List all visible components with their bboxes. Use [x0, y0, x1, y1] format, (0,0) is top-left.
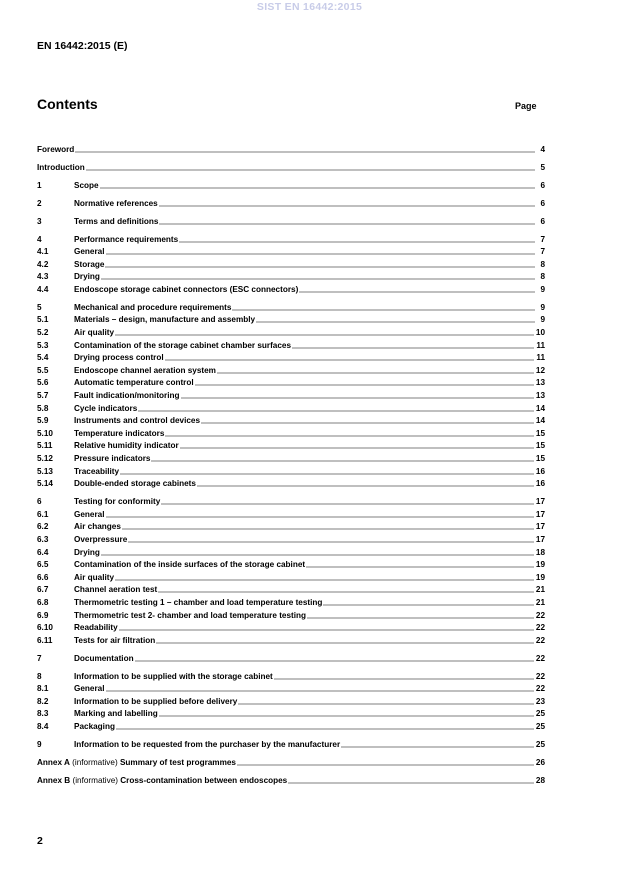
toc-entry-page: 5	[540, 162, 545, 172]
toc-entry[interactable]	[37, 388, 545, 401]
toc-entry-page: 22	[535, 684, 545, 694]
toc-entry-page: 17	[535, 497, 545, 507]
toc-entry-number: 6.10	[37, 623, 53, 633]
toc-entry-title: Relative humidity indicator	[74, 441, 179, 451]
toc-entry[interactable]	[37, 376, 545, 389]
toc-entry-number: 6.8	[37, 597, 49, 607]
toc-entry-page: 6	[540, 180, 545, 190]
dot-leader	[105, 260, 535, 268]
toc-entry[interactable]	[37, 570, 545, 583]
toc-entry[interactable]	[37, 495, 545, 508]
toc-entry[interactable]	[37, 608, 545, 621]
toc-entry-number: 5.11	[37, 441, 53, 451]
toc-entry-page: 14	[535, 403, 545, 413]
dot-leader	[238, 697, 534, 705]
dot-leader	[159, 217, 535, 225]
toc-entry-page: 21	[535, 597, 545, 607]
annex-note: (informative)	[69, 758, 120, 768]
toc-entry-title: Automatic temperature control	[74, 378, 194, 388]
toc-entry[interactable]	[37, 583, 545, 596]
annex-label: Annex A	[37, 758, 70, 768]
dot-leader	[138, 404, 534, 412]
toc-entry-number: 6.7	[37, 585, 49, 595]
toc-entry[interactable]	[37, 694, 545, 707]
toc-entry[interactable]	[37, 142, 545, 155]
toc-entry-title: Foreword	[37, 144, 75, 154]
table-of-contents	[37, 142, 545, 786]
toc-entry[interactable]	[37, 707, 545, 720]
dot-leader	[197, 479, 534, 487]
toc-entry[interactable]	[37, 363, 545, 376]
toc-entry-title: Air changes	[74, 522, 121, 532]
toc-entry-page: 17	[535, 522, 545, 532]
toc-entry-title: Pressure indicators	[74, 454, 151, 463]
toc-entry-page: 15	[535, 428, 545, 438]
annex-note: (informative)	[70, 776, 121, 785]
toc-entry-number: 5.6	[37, 378, 49, 388]
toc-entry-number: 9	[37, 740, 42, 750]
toc-entry-title: Traceability	[74, 466, 120, 476]
toc-entry[interactable]	[37, 451, 545, 464]
toc-entry[interactable]	[37, 232, 545, 245]
toc-entry-number: 6.6	[37, 572, 49, 582]
toc-entry-page: 7	[540, 247, 545, 257]
toc-entry-number: 5.9	[37, 416, 49, 426]
toc-entry[interactable]	[37, 558, 545, 571]
toc-entry-number: 8.3	[37, 709, 49, 719]
toc-entry-page: 21	[535, 585, 545, 595]
toc-entry-title: Terms and definitions	[74, 216, 159, 226]
toc-entry-title: Performance requirements	[74, 234, 179, 244]
toc-entry-title: Scope	[74, 180, 99, 190]
toc-entry-page: 6	[540, 216, 545, 226]
toc-entry-page: 13	[535, 378, 545, 388]
dot-leader	[274, 672, 534, 680]
toc-entry-page: 26	[535, 758, 545, 768]
dot-leader	[237, 758, 534, 766]
toc-entry-page: 11	[536, 340, 545, 350]
toc-entry[interactable]	[37, 313, 545, 326]
toc-entry-page: 28	[535, 776, 545, 785]
toc-entry-page: 11	[536, 353, 545, 363]
toc-entry-page: 4	[540, 144, 545, 154]
dot-leader	[165, 353, 535, 361]
toc-entry-number: 6.2	[37, 522, 49, 532]
toc-entry-title: Information to be supplied with the storage cabinet	[74, 671, 273, 681]
watermark: SIST EN 16442:2015	[256, 1, 363, 13]
toc-entry[interactable]	[37, 755, 545, 768]
toc-entry-page: 17	[535, 509, 545, 519]
toc-entry-title: Tests for air filtration	[74, 635, 156, 645]
toc-entry-title: Mechanical and procedure requirements	[74, 302, 232, 312]
toc-entry-title: Drying	[74, 272, 100, 282]
toc-entry-number: 1	[37, 180, 42, 190]
toc-entry-title: Fault indication/monitoring	[74, 391, 180, 401]
toc-entry-page: 9	[540, 315, 545, 325]
toc-entry-title: Endoscope storage cabinet connectors (ESC connectors)	[74, 284, 299, 294]
toc-entry-title: Materials – design, manufacture and assembly	[74, 315, 256, 325]
toc-entry-page: 13	[535, 391, 545, 401]
dot-leader	[341, 740, 534, 748]
toc-entry[interactable]	[37, 178, 545, 191]
dot-leader	[86, 163, 535, 171]
toc-entry-title: Instruments and control devices	[74, 416, 201, 426]
toc-entry-title: Marking and labelling	[74, 709, 158, 719]
toc-entry[interactable]	[37, 633, 545, 646]
toc-entry-title	[37, 776, 287, 786]
toc-entry-title: Contamination of the inside surfaces of the storage cabinet	[74, 560, 306, 570]
toc-entry-number: 4	[37, 234, 42, 244]
toc-entry-page: 25	[535, 722, 545, 732]
dot-leader	[299, 285, 535, 293]
toc-entry-number: 5.10	[37, 428, 53, 438]
toc-entry-title: Endoscope channel aeration system	[74, 365, 216, 375]
toc-entry-number: 8.1	[37, 684, 49, 694]
toc-entry-page: 6	[540, 198, 545, 208]
toc-entry[interactable]	[37, 426, 545, 439]
toc-entry[interactable]	[37, 196, 545, 209]
dot-leader	[323, 598, 533, 606]
toc-entry-page: 17	[535, 534, 545, 544]
dot-leader	[128, 535, 534, 543]
dot-leader	[161, 497, 534, 505]
toc-entry-title: Temperature indicators	[74, 428, 165, 438]
toc-entry-page: 7	[540, 234, 545, 244]
toc-entry-title: General	[74, 247, 105, 257]
dot-leader	[120, 467, 534, 475]
dot-leader	[106, 247, 536, 255]
dot-leader	[135, 654, 534, 662]
toc-entry[interactable]	[37, 439, 545, 452]
toc-entry-number: 8	[37, 671, 42, 681]
toc-entry-number: 3	[37, 216, 42, 226]
toc-entry-page: 18	[535, 547, 545, 557]
dot-leader	[159, 199, 535, 207]
toc-entry-number: 6.11	[37, 635, 53, 645]
document-id: EN 16442:2015 (E)	[37, 40, 128, 52]
toc-entry-number: 8.4	[37, 722, 49, 732]
toc-entry-page: 16	[535, 466, 545, 476]
page-column-label: Page	[515, 101, 537, 111]
toc-entry[interactable]	[37, 477, 545, 490]
toc-entry-number: 5.8	[37, 403, 49, 413]
toc-entry[interactable]	[37, 669, 545, 682]
toc-entry-title: Air quality	[74, 572, 115, 582]
dot-leader	[106, 684, 534, 692]
toc-entry-page: 19	[535, 560, 545, 570]
dot-leader	[195, 378, 534, 386]
dot-leader	[307, 611, 534, 619]
toc-entry-number: 5.13	[37, 466, 53, 476]
dot-leader	[181, 391, 534, 399]
toc-entry-number: 8.2	[37, 696, 49, 706]
toc-entry[interactable]	[37, 245, 545, 258]
toc-entry-title: Cycle indicators	[74, 403, 138, 413]
toc-entry-page: 10	[535, 328, 545, 338]
toc-entry[interactable]	[37, 737, 545, 750]
toc-entry[interactable]	[37, 325, 545, 338]
page-number: 2	[37, 835, 43, 847]
toc-entry-number: 5.3	[37, 340, 49, 350]
dot-leader	[158, 585, 534, 593]
toc-entry-title: Air quality	[74, 328, 115, 338]
toc-entry-page: 25	[535, 740, 545, 750]
annex-title: Summary of test programmes	[119, 758, 236, 768]
toc-entry-number: 5.7	[37, 391, 49, 401]
toc-entry-page: 9	[540, 284, 545, 294]
toc-entry-page: 8	[540, 272, 545, 282]
toc-entry-title: General	[74, 684, 105, 694]
dot-leader	[288, 776, 534, 784]
toc-entry[interactable]	[37, 464, 545, 477]
toc-entry-number: 5.5	[37, 365, 49, 375]
dot-leader	[180, 441, 534, 449]
toc-entry[interactable]	[37, 214, 545, 227]
dot-leader	[122, 522, 534, 530]
toc-entry-page: 25	[535, 709, 545, 719]
toc-entry-title: Packaging	[74, 722, 115, 732]
dot-leader	[179, 235, 535, 243]
toc-entry-page: 23	[535, 696, 545, 706]
toc-entry-number: 5.1	[37, 315, 49, 325]
dot-leader	[165, 429, 534, 437]
toc-entry[interactable]	[37, 351, 545, 364]
toc-entry-page: 22	[535, 653, 545, 663]
dot-leader	[119, 623, 534, 631]
toc-entry-title	[37, 758, 236, 768]
toc-entry[interactable]	[37, 414, 545, 427]
toc-entry[interactable]	[37, 338, 545, 351]
toc-entry-number: 4.1	[37, 247, 49, 257]
toc-entry-page: 22	[535, 635, 545, 645]
toc-entry-number: 6.3	[37, 534, 49, 544]
toc-entry-title: Channel aeration test	[74, 585, 158, 595]
toc-entry-title: Overpressure	[74, 534, 128, 544]
toc-entry-title: Drying process control	[74, 353, 164, 363]
dot-leader	[217, 366, 534, 374]
dot-leader	[116, 722, 534, 730]
dot-leader	[201, 416, 534, 424]
toc-entry-page: 22	[535, 671, 545, 681]
dot-leader	[151, 454, 533, 462]
toc-entry-number: 5.14	[37, 479, 53, 489]
toc-entry[interactable]	[37, 300, 545, 313]
dot-leader	[101, 272, 535, 280]
toc-entry[interactable]	[37, 282, 545, 295]
toc-entry-number: 6.9	[37, 610, 49, 620]
toc-entry-page: 9	[540, 302, 545, 312]
toc-entry-page: 15	[535, 441, 545, 451]
toc-entry-number: 5.2	[37, 328, 49, 338]
toc-entry-title: General	[74, 509, 105, 519]
dot-leader	[115, 573, 534, 581]
toc-entry-page: 19	[535, 572, 545, 582]
toc-entry-number: 2	[37, 198, 42, 208]
toc-entry[interactable]	[37, 257, 545, 270]
toc-entry-title: Thermometric testing 1 – chamber and load temperature testing	[74, 597, 323, 607]
toc-entry-title: Storage	[74, 259, 105, 269]
toc-entry-title: Contamination of the storage cabinet chamber surfaces	[74, 340, 292, 350]
annex-label: Annex B	[37, 776, 71, 785]
toc-entry[interactable]	[37, 270, 545, 283]
toc-entry-title: Thermometric test 2- chamber and load temperature testing	[74, 610, 307, 620]
toc-entry-number: 7	[37, 653, 42, 663]
toc-entry-number: 4.4	[37, 284, 49, 294]
toc-entry-title: Documentation	[74, 653, 134, 663]
toc-entry-page: 22	[535, 623, 545, 633]
toc-entry-number: 4.2	[37, 259, 49, 269]
toc-entry-title: Information to be supplied before delivery	[74, 696, 238, 706]
toc-entry-title: Introduction	[37, 162, 85, 172]
toc-entry-number: 6.1	[37, 509, 49, 519]
toc-entry[interactable]	[37, 520, 545, 533]
toc-entry[interactable]	[37, 595, 545, 608]
toc-entry-number: 6.5	[37, 560, 49, 570]
toc-entry-title: Double-ended storage cabinets	[74, 479, 196, 489]
toc-entry-page: 22	[535, 610, 545, 620]
toc-entry[interactable]	[37, 719, 545, 732]
toc-entry[interactable]	[37, 773, 545, 786]
toc-entry-page: 15	[535, 454, 545, 463]
dot-leader	[100, 181, 535, 189]
toc-entry[interactable]	[37, 401, 545, 414]
toc-entry-page: 8	[540, 259, 545, 269]
toc-entry[interactable]	[37, 507, 545, 520]
dot-leader	[159, 709, 534, 717]
toc-entry-number: 6.4	[37, 547, 49, 557]
toc-entry-number: 4.3	[37, 272, 49, 282]
toc-entry-title: Information to be requested from the purchaser by the manufacturer	[74, 740, 341, 750]
dot-leader	[292, 341, 534, 349]
toc-entry-title: Drying	[74, 547, 100, 557]
dot-leader	[115, 328, 534, 336]
dot-leader	[75, 145, 535, 153]
toc-entry[interactable]	[37, 682, 545, 695]
annex-title: Cross-contamination between endoscopes	[120, 776, 288, 785]
dot-leader	[256, 315, 535, 323]
dot-leader	[232, 303, 535, 311]
toc-entry-page: 12	[535, 365, 545, 375]
dot-leader	[306, 560, 534, 568]
toc-entry-title: Readability	[74, 623, 118, 633]
toc-entry[interactable]	[37, 651, 545, 664]
toc-entry-title: Normative references	[74, 198, 158, 208]
toc-entry[interactable]	[37, 160, 545, 173]
toc-entry-page: 16	[535, 479, 545, 489]
toc-entry-page: 14	[535, 416, 545, 426]
toc-entry-title: Testing for conformity	[74, 497, 161, 507]
toc-entry[interactable]	[37, 621, 545, 634]
toc-entry-number: 5	[37, 302, 42, 312]
dot-leader	[156, 636, 534, 644]
toc-entry[interactable]	[37, 545, 545, 558]
toc-entry[interactable]	[37, 532, 545, 545]
dot-leader	[106, 510, 534, 518]
toc-entry-number: 5.12	[37, 454, 53, 463]
toc-entry-number: 6	[37, 497, 42, 507]
dot-leader	[101, 548, 534, 556]
toc-entry-number: 5.4	[37, 353, 49, 363]
contents-heading: Contents	[37, 96, 98, 112]
